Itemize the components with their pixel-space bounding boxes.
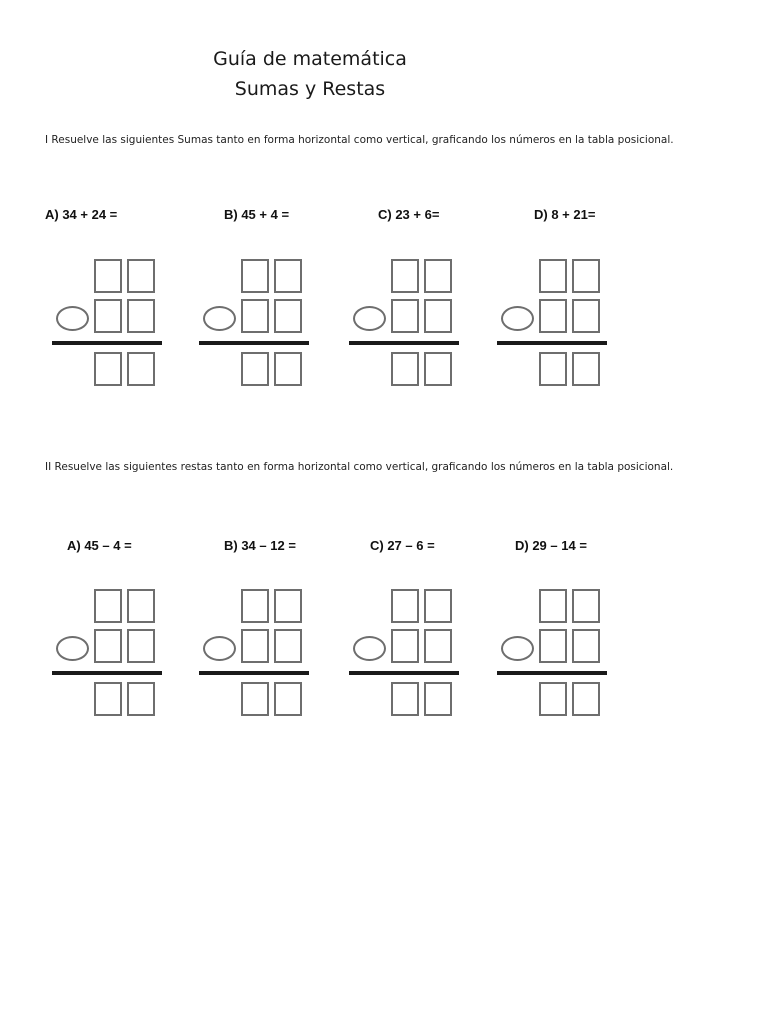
answer-box[interactable] (274, 352, 302, 386)
result-line (199, 671, 309, 675)
answer-box[interactable] (94, 352, 122, 386)
answer-box[interactable] (274, 589, 302, 623)
place-value-grid (197, 588, 309, 722)
answer-box[interactable] (539, 352, 567, 386)
answer-box[interactable] (241, 352, 269, 386)
answer-box[interactable] (424, 589, 452, 623)
result-line (349, 671, 459, 675)
place-value-grid (347, 258, 459, 392)
answer-box[interactable] (127, 589, 155, 623)
result-line (52, 671, 162, 675)
answer-box[interactable] (94, 259, 122, 293)
result-line (52, 341, 162, 345)
answer-box[interactable] (572, 259, 600, 293)
answer-box[interactable] (572, 629, 600, 663)
place-value-grid (50, 258, 162, 392)
answer-box[interactable] (539, 629, 567, 663)
exercise-label: C) 27 – 6 = (370, 538, 435, 553)
answer-box[interactable] (391, 589, 419, 623)
operator-circle[interactable] (203, 636, 236, 661)
answer-box[interactable] (539, 259, 567, 293)
answer-box[interactable] (424, 682, 452, 716)
answer-box[interactable] (241, 629, 269, 663)
answer-box[interactable] (127, 259, 155, 293)
worksheet-subtitle: Sumas y Restas (234, 78, 386, 100)
answer-box[interactable] (241, 589, 269, 623)
answer-box[interactable] (572, 589, 600, 623)
answer-box[interactable] (572, 352, 600, 386)
answer-box[interactable] (274, 682, 302, 716)
exercise-label: D) 8 + 21= (534, 207, 596, 222)
answer-box[interactable] (572, 299, 600, 333)
answer-box[interactable] (127, 682, 155, 716)
worksheet-title: Guía de matemática (213, 48, 407, 70)
operator-circle[interactable] (353, 636, 386, 661)
exercise-label: A) 45 – 4 = (67, 538, 132, 553)
answer-box[interactable] (391, 352, 419, 386)
answer-box[interactable] (424, 259, 452, 293)
answer-box[interactable] (127, 299, 155, 333)
operator-circle[interactable] (353, 306, 386, 331)
operator-circle[interactable] (56, 306, 89, 331)
answer-box[interactable] (94, 299, 122, 333)
answer-box[interactable] (572, 682, 600, 716)
answer-box[interactable] (391, 259, 419, 293)
operator-circle[interactable] (203, 306, 236, 331)
answer-box[interactable] (94, 589, 122, 623)
answer-box[interactable] (539, 682, 567, 716)
answer-box[interactable] (391, 629, 419, 663)
answer-box[interactable] (391, 682, 419, 716)
section-instruction: II Resuelve las siguientes restas tanto en forma horizontal como vertical, graficando los números en la tabla posicional. (45, 461, 674, 473)
place-value-grid (197, 258, 309, 392)
answer-box[interactable] (424, 352, 452, 386)
answer-box[interactable] (241, 299, 269, 333)
answer-box[interactable] (274, 299, 302, 333)
exercise-label: C) 23 + 6= (378, 207, 440, 222)
operator-circle[interactable] (501, 306, 534, 331)
answer-box[interactable] (127, 352, 155, 386)
place-value-grid (495, 588, 607, 722)
answer-box[interactable] (539, 589, 567, 623)
answer-box[interactable] (424, 629, 452, 663)
answer-box[interactable] (391, 299, 419, 333)
answer-box[interactable] (539, 299, 567, 333)
exercise-label: D) 29 – 14 = (515, 538, 587, 553)
place-value-grid (347, 588, 459, 722)
operator-circle[interactable] (501, 636, 534, 661)
result-line (199, 341, 309, 345)
answer-box[interactable] (424, 299, 452, 333)
answer-box[interactable] (241, 259, 269, 293)
operator-circle[interactable] (56, 636, 89, 661)
exercise-label: A) 34 + 24 = (45, 207, 118, 222)
result-line (349, 341, 459, 345)
section-instruction: I Resuelve las siguientes Sumas tanto en forma horizontal como vertical, graficando los números en la tabla posicional. (45, 134, 674, 146)
result-line (497, 341, 607, 345)
answer-box[interactable] (241, 682, 269, 716)
exercise-label: B) 34 – 12 = (224, 538, 296, 553)
answer-box[interactable] (274, 629, 302, 663)
answer-box[interactable] (94, 682, 122, 716)
answer-box[interactable] (94, 629, 122, 663)
place-value-grid (50, 588, 162, 722)
answer-box[interactable] (274, 259, 302, 293)
answer-box[interactable] (127, 629, 155, 663)
result-line (497, 671, 607, 675)
exercise-label: B) 45 + 4 = (224, 207, 290, 222)
place-value-grid (495, 258, 607, 392)
